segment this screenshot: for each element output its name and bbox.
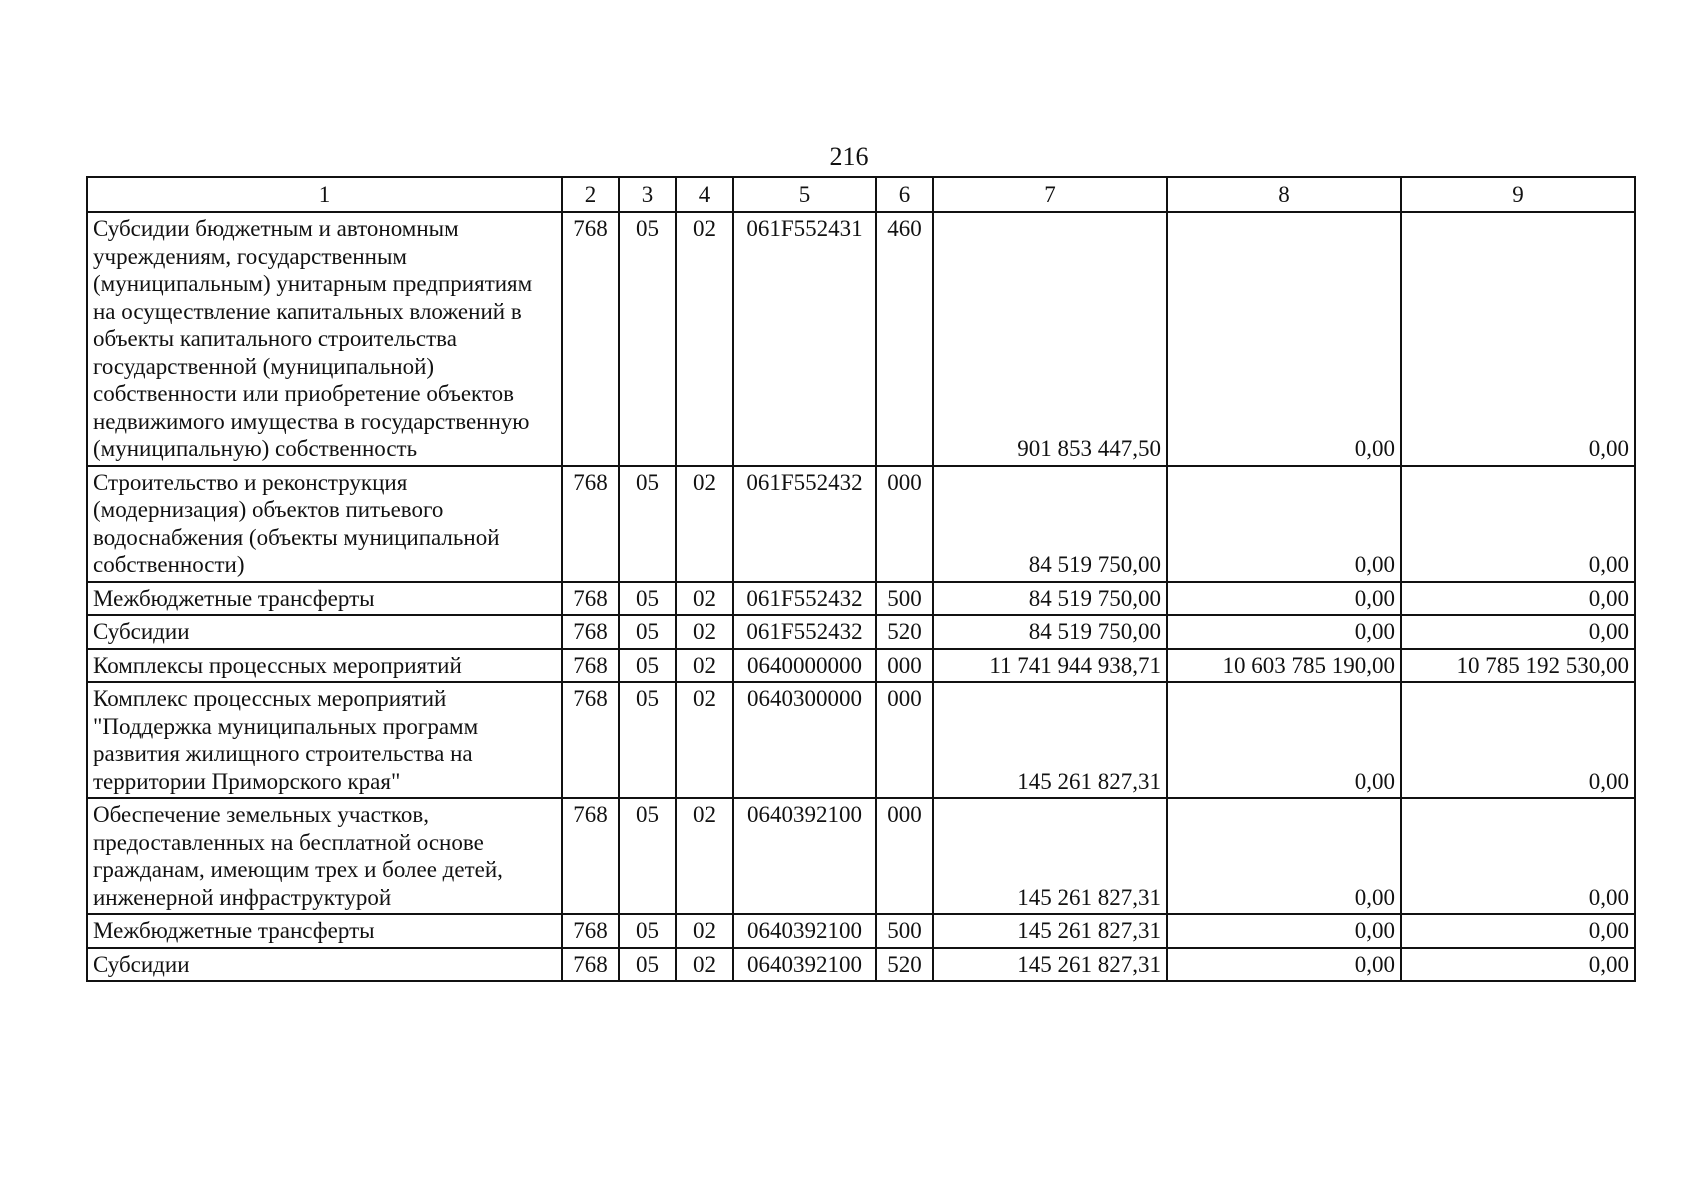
cell-col6: 520: [876, 948, 933, 982]
cell-col7: 901 853 447,50: [933, 212, 1167, 466]
cell-col3: 05: [619, 682, 676, 798]
cell-col9: 0,00: [1401, 682, 1635, 798]
cell-col5: 061F552432: [733, 615, 876, 649]
cell-col5: 061F552431: [733, 212, 876, 466]
row-name: Межбюджетные трансферты: [87, 582, 562, 616]
cell-col6: 000: [876, 682, 933, 798]
cell-col2: 768: [562, 212, 619, 466]
row-name: Субсидии бюджетным и автономным учреждениям, государственным (муниципальным) унитарным предприятиям на осуществление капитальных вложений в объекты капитального строительства государственной (муниципальной) собственности или приобретение объектов недвижимого имущества в государственную (муниципальную) собственность: [87, 212, 562, 466]
row-name: Комплекс процессных мероприятий "Поддержка муниципальных программ развития жилищного строительства на территории Приморского края": [87, 682, 562, 798]
cell-col8: 10 603 785 190,00: [1167, 649, 1401, 683]
cell-col9: 0,00: [1401, 212, 1635, 466]
column-header: 5: [733, 177, 876, 212]
cell-col5: 061F552432: [733, 582, 876, 616]
cell-col2: 768: [562, 948, 619, 982]
table-row: [87, 582, 1635, 616]
cell-col7: 145 261 827,31: [933, 948, 1167, 982]
table-row: [87, 212, 1635, 466]
cell-col3: 05: [619, 649, 676, 683]
table-row: [87, 466, 1635, 582]
column-header: 3: [619, 177, 676, 212]
cell-col8: 0,00: [1167, 466, 1401, 582]
cell-col4: 02: [676, 582, 733, 616]
cell-col8: 0,00: [1167, 582, 1401, 616]
cell-col2: 768: [562, 798, 619, 914]
cell-col6: 000: [876, 798, 933, 914]
cell-col8: 0,00: [1167, 798, 1401, 914]
row-name: Субсидии: [87, 948, 562, 982]
cell-col5: 0640300000: [733, 682, 876, 798]
cell-col9: 0,00: [1401, 914, 1635, 948]
cell-col4: 02: [676, 212, 733, 466]
cell-col6: 500: [876, 914, 933, 948]
table-row: [87, 914, 1635, 948]
cell-col8: 0,00: [1167, 615, 1401, 649]
cell-col4: 02: [676, 682, 733, 798]
cell-col9: 0,00: [1401, 615, 1635, 649]
table-row: [87, 682, 1635, 798]
cell-col9: 10 785 192 530,00: [1401, 649, 1635, 683]
cell-col7: 145 261 827,31: [933, 914, 1167, 948]
cell-col3: 05: [619, 466, 676, 582]
column-header: 9: [1401, 177, 1635, 212]
cell-col8: 0,00: [1167, 212, 1401, 466]
cell-col3: 05: [619, 212, 676, 466]
table-row: [87, 615, 1635, 649]
cell-col5: 061F552432: [733, 466, 876, 582]
cell-col8: 0,00: [1167, 948, 1401, 982]
cell-col3: 05: [619, 615, 676, 649]
cell-col7: 11 741 944 938,71: [933, 649, 1167, 683]
cell-col3: 05: [619, 948, 676, 982]
table-row: [87, 649, 1635, 683]
row-name: Комплексы процессных мероприятий: [87, 649, 562, 683]
cell-col2: 768: [562, 466, 619, 582]
cell-col2: 768: [562, 914, 619, 948]
header-row: [87, 177, 1635, 212]
cell-col8: 0,00: [1167, 914, 1401, 948]
cell-col8: 0,00: [1167, 682, 1401, 798]
cell-col6: 460: [876, 212, 933, 466]
cell-col4: 02: [676, 798, 733, 914]
cell-col9: 0,00: [1401, 466, 1635, 582]
cell-col2: 768: [562, 615, 619, 649]
row-name: Межбюджетные трансферты: [87, 914, 562, 948]
cell-col6: 000: [876, 649, 933, 683]
cell-col3: 05: [619, 582, 676, 616]
column-header: 6: [876, 177, 933, 212]
row-name: Строительство и реконструкция (модернизация) объектов питьевого водоснабжения (объекты муниципальной собственности): [87, 466, 562, 582]
cell-col4: 02: [676, 466, 733, 582]
cell-col7: 84 519 750,00: [933, 615, 1167, 649]
cell-col7: 145 261 827,31: [933, 798, 1167, 914]
cell-col9: 0,00: [1401, 798, 1635, 914]
cell-col4: 02: [676, 649, 733, 683]
cell-col5: 0640392100: [733, 798, 876, 914]
cell-col4: 02: [676, 948, 733, 982]
cell-col5: 0640392100: [733, 948, 876, 982]
page-number: 216: [829, 142, 869, 171]
cell-col4: 02: [676, 615, 733, 649]
cell-col7: 84 519 750,00: [933, 466, 1167, 582]
cell-col7: 84 519 750,00: [933, 582, 1167, 616]
cell-col6: 520: [876, 615, 933, 649]
cell-col7: 145 261 827,31: [933, 682, 1167, 798]
cell-col2: 768: [562, 649, 619, 683]
cell-col6: 500: [876, 582, 933, 616]
table-row: [87, 798, 1635, 914]
budget-table: [86, 176, 1636, 982]
cell-col4: 02: [676, 914, 733, 948]
cell-col5: 0640000000: [733, 649, 876, 683]
column-header: 1: [87, 177, 562, 212]
cell-col5: 0640392100: [733, 914, 876, 948]
cell-col2: 768: [562, 682, 619, 798]
cell-col2: 768: [562, 582, 619, 616]
cell-col6: 000: [876, 466, 933, 582]
column-header: 2: [562, 177, 619, 212]
row-name: Обеспечение земельных участков, предоставленных на бесплатной основе гражданам, имеющим трех и более детей, инженерной инфраструктурой: [87, 798, 562, 914]
column-header: 4: [676, 177, 733, 212]
cell-col9: 0,00: [1401, 948, 1635, 982]
cell-col9: 0,00: [1401, 582, 1635, 616]
cell-col3: 05: [619, 798, 676, 914]
table-row: [87, 948, 1635, 982]
cell-col3: 05: [619, 914, 676, 948]
row-name: Субсидии: [87, 615, 562, 649]
column-header: 7: [933, 177, 1167, 212]
column-header: 8: [1167, 177, 1401, 212]
